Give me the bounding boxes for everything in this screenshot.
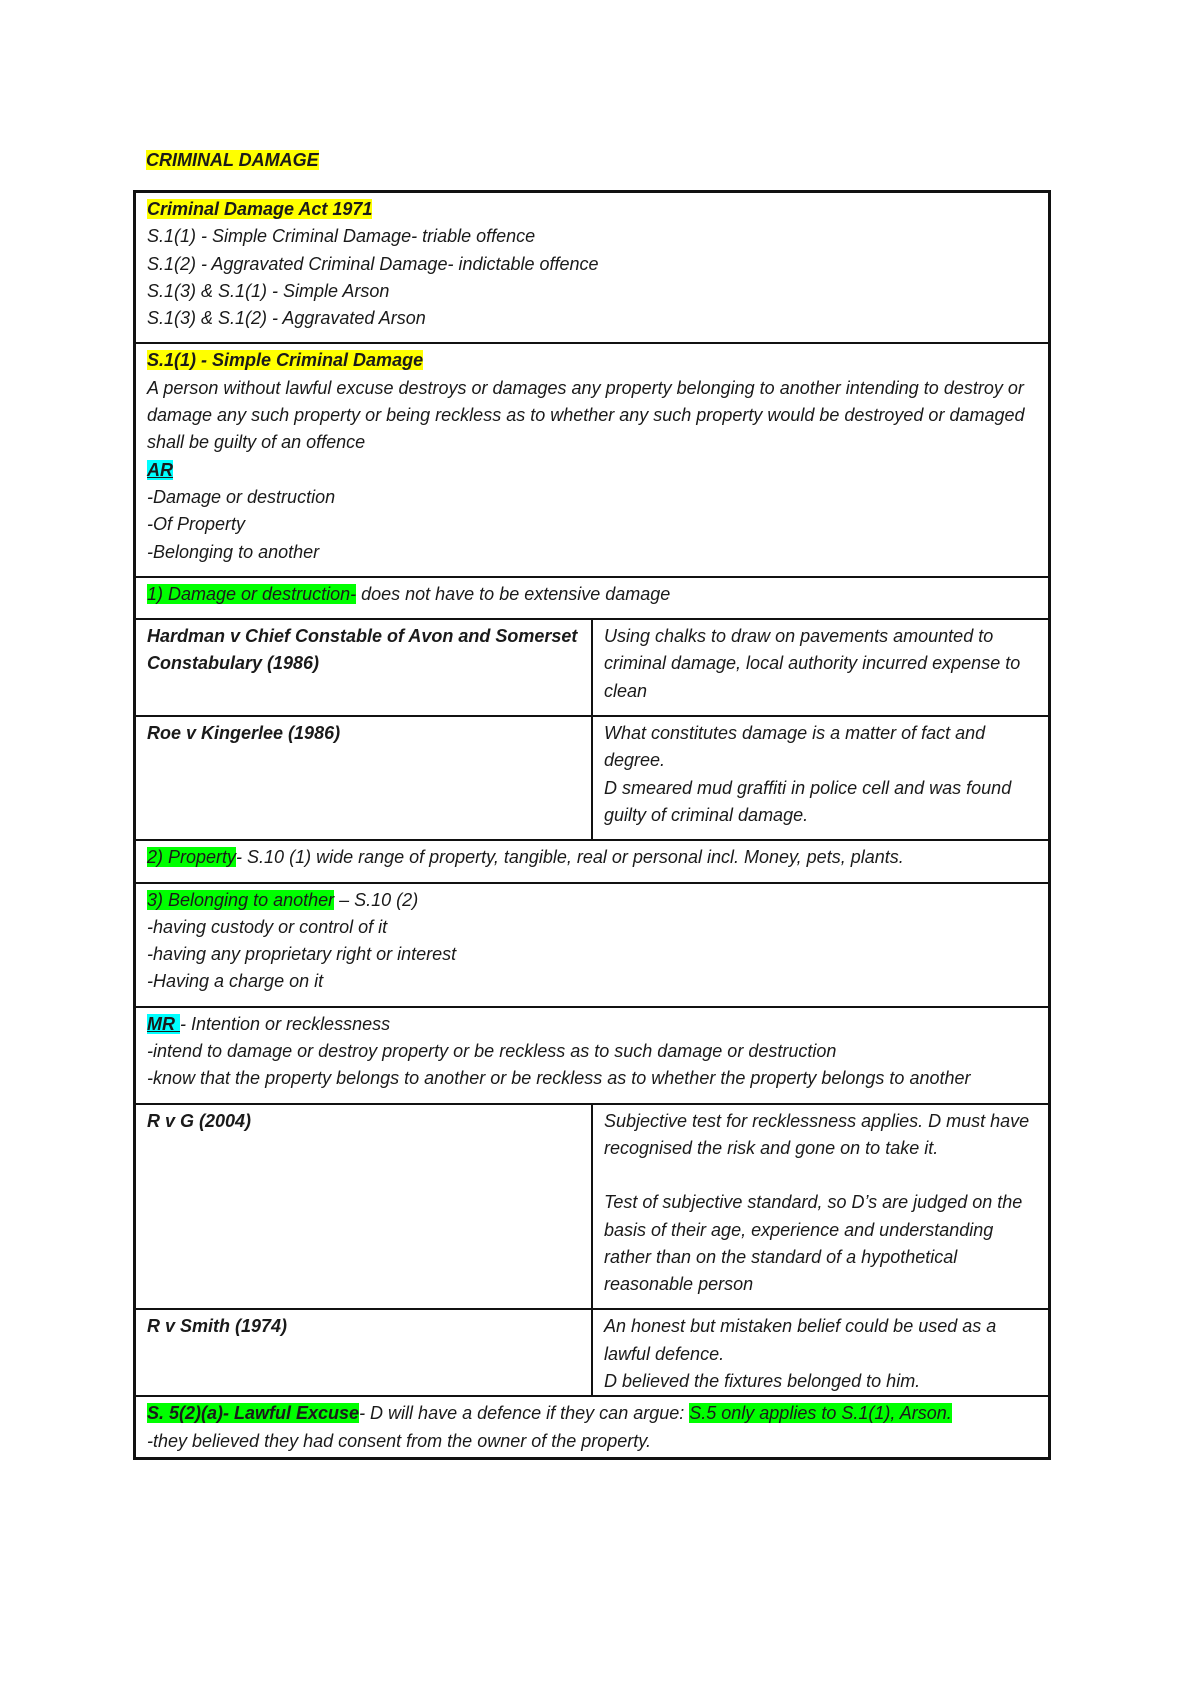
property-cell [135, 840, 1050, 882]
case-name: Roe v Kingerlee (1986) [135, 716, 593, 840]
mr-text: - Intention or recklessness [180, 1013, 391, 1034]
act-line: S.1(2) - Aggravated Criminal Damage- indictable offence [147, 253, 599, 274]
ar-label: AR [147, 459, 173, 480]
simple-damage-cell [135, 343, 1050, 576]
mr-row [135, 1007, 1050, 1104]
act-row [135, 192, 1050, 344]
case-name: R v G (2004) [135, 1104, 593, 1310]
lawful-excuse-line: -they believed they had consent from the owner of the property. [147, 1430, 651, 1451]
damage-row [135, 577, 1050, 619]
mr-item: -intend to damage or destroy property or be reckless as to such damage or destruction [147, 1041, 837, 1062]
notes-table [133, 190, 1051, 1460]
ar-item: -Belonging to another [147, 541, 320, 562]
lawful-excuse-text: - D will have a defence if they can argue: [359, 1403, 690, 1424]
act-cell [135, 192, 1050, 344]
simple-damage-definition: A person without lawful excuse destroys or damages any property belonging to another intending to destroy or damage any such property or being reckless as to whether any such property would be destroyed or damaged shall be guilty of an offence [147, 377, 1025, 453]
property-text: - S.10 (1) wide range of property, tangible, real or personal incl. Money, pets, plants. [236, 847, 904, 868]
case-row [135, 1309, 1050, 1396]
simple-damage-heading: S.1(1) - Simple Criminal Damage [147, 350, 424, 371]
case-name: R v Smith (1974) [135, 1309, 593, 1396]
belonging-cell [135, 883, 1050, 1007]
ar-item: -Damage or destruction [147, 486, 336, 507]
case-row [135, 716, 1050, 840]
property-label: 2) Property [147, 847, 237, 868]
case-description: What constitutes damage is a matter of fact and degree. D smeared mud graffiti in police cell and was found guilty of criminal damage. [592, 716, 1050, 840]
belonging-row [135, 883, 1050, 1007]
case-description: Subjective test for recklessness applies. D must have recognised the risk and gone on to take it. Test of subjective standard, so D’s are judged on the basis of their age, experience and understanding rather than on the standard of a hypothetical reasonable person [592, 1104, 1050, 1310]
lawful-excuse-note: S.5 only applies to S.1(1), Arson. [689, 1403, 952, 1424]
case-row [135, 619, 1050, 716]
lawful-excuse-row [135, 1396, 1050, 1458]
mr-cell [135, 1007, 1050, 1104]
damage-cell [135, 577, 1050, 619]
case-row [135, 1104, 1050, 1310]
belonging-label: 3) Belonging to another [147, 889, 335, 910]
belonging-text: – S.10 (2) [334, 889, 419, 910]
lawful-excuse-label: S. 5(2)(a)- Lawful Excuse [147, 1403, 360, 1424]
act-line: S.1(3) & S.1(1) - Simple Arson [147, 280, 390, 301]
mr-item: -know that the property belongs to another or be reckless as to whether the property belongs to another [147, 1068, 971, 1089]
belonging-item: -Having a charge on it [147, 971, 324, 992]
damage-label: 1) Damage or destruction- [147, 583, 357, 604]
lawful-excuse-cell [135, 1396, 1050, 1458]
case-description: An honest but mistaken belief could be used as a lawful defence. D believed the fixtures belonged to him. [592, 1309, 1050, 1396]
property-row [135, 840, 1050, 882]
belonging-item: -having custody or control of it [147, 916, 388, 937]
mr-label: MR [147, 1013, 180, 1034]
case-description: Using chalks to draw on pavements amounted to criminal damage, local authority incurred expense to clean [592, 619, 1050, 716]
belonging-item: -having any proprietary right or interest [147, 944, 457, 965]
case-name: Hardman v Chief Constable of Avon and Somerset Constabulary (1986) [135, 619, 593, 716]
damage-text: does not have to be extensive damage [356, 583, 671, 604]
act-line: S.1(1) - Simple Criminal Damage- triable offence [147, 226, 536, 247]
act-heading: Criminal Damage Act 1971 [147, 199, 373, 219]
ar-item: -Of Property [147, 514, 246, 535]
simple-damage-row [135, 343, 1050, 576]
act-line: S.1(3) & S.1(2) - Aggravated Arson [147, 308, 426, 329]
document-title: CRIMINAL DAMAGE [146, 150, 319, 170]
